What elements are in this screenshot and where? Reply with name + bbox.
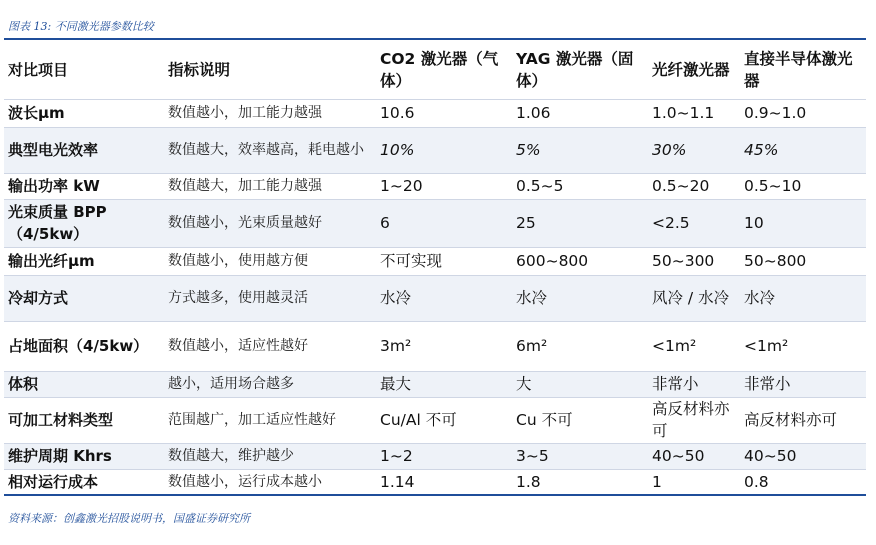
table-cell: 波长μm	[4, 99, 164, 127]
source-note: 资料来源：创鑫激光招股说明书，国盛证券研究所	[8, 512, 250, 525]
table-cell: 40~50	[740, 443, 866, 469]
table-cell: 最大	[376, 371, 512, 397]
table-cell: 3~5	[512, 443, 648, 469]
header-cell: 指标说明	[164, 41, 376, 99]
table-cell: 1~20	[376, 173, 512, 199]
table-row	[4, 397, 866, 443]
top-rule	[4, 38, 866, 40]
table-cell: 风冷 / 水冷	[648, 275, 740, 321]
table-cell: 可加工材料类型	[4, 397, 164, 443]
table-cell: 方式越多，使用越灵活	[164, 275, 376, 321]
table-row	[4, 127, 866, 173]
table-cell: 0.5~20	[648, 173, 740, 199]
table-row	[4, 199, 866, 247]
header-row	[4, 41, 866, 99]
table-cell: 0.5~10	[740, 173, 866, 199]
table-cell: 数值越小，光束质量越好	[164, 199, 376, 247]
table-cell: 水冷	[376, 275, 512, 321]
table-cell: 数值越小，使用越方便	[164, 247, 376, 275]
table-row	[4, 275, 866, 321]
table-cell: 数值越小，适应性越好	[164, 321, 376, 371]
table-cell: 数值越大，加工能力越强	[164, 173, 376, 199]
table-cell: 1.0~1.1	[648, 99, 740, 127]
table-cell: 数值越小，加工能力越强	[164, 99, 376, 127]
header-cell: 对比项目	[4, 41, 164, 99]
table-cell: 1.06	[512, 99, 648, 127]
table-cell: <2.5	[648, 199, 740, 247]
table-row	[4, 321, 866, 371]
header-cell: 直接半导体激光器	[740, 41, 866, 99]
table-cell: 40~50	[648, 443, 740, 469]
table-cell: 0.8	[740, 469, 866, 495]
table-cell: 维护周期 Khrs	[4, 443, 164, 469]
table-cell: <1m²	[740, 321, 866, 371]
table-cell: 50~800	[740, 247, 866, 275]
table-cell: 水冷	[512, 275, 648, 321]
table-row	[4, 371, 866, 397]
table-cell: 相对运行成本	[4, 469, 164, 495]
table-caption: 图表 13: 不同激光器参数比较	[8, 20, 154, 33]
table-cell: 5%	[512, 127, 648, 173]
table-cell: 1.8	[512, 469, 648, 495]
table-cell: 输出功率 kW	[4, 173, 164, 199]
table-cell: 越小，适用场合越多	[164, 371, 376, 397]
table-cell: 600~800	[512, 247, 648, 275]
table-cell: 1	[648, 469, 740, 495]
table-cell: 范围越广，加工适应性越好	[164, 397, 376, 443]
table-cell: 0.5~5	[512, 173, 648, 199]
table-cell: 非常小	[740, 371, 866, 397]
table-cell: 25	[512, 199, 648, 247]
table-cell: 冷却方式	[4, 275, 164, 321]
table-row	[4, 443, 866, 469]
table-cell: 数值越小，运行成本越小	[164, 469, 376, 495]
table-cell: 10.6	[376, 99, 512, 127]
table-cell: 10	[740, 199, 866, 247]
table-cell: 6	[376, 199, 512, 247]
table-cell: 数值越大，效率越高，耗电越小	[164, 127, 376, 173]
table-cell: <1m²	[648, 321, 740, 371]
table-cell: 典型电光效率	[4, 127, 164, 173]
table-cell: 0.9~1.0	[740, 99, 866, 127]
table-body	[4, 99, 866, 495]
table-row	[4, 99, 866, 127]
table-cell: 6m²	[512, 321, 648, 371]
table-cell: 输出光纤μm	[4, 247, 164, 275]
table-cell: 光束质量 BPP（4/5kw）	[4, 199, 164, 247]
table-cell: 不可实现	[376, 247, 512, 275]
table-cell: 30%	[648, 127, 740, 173]
table-cell: 10%	[376, 127, 512, 173]
table-cell: 数值越大，维护越少	[164, 443, 376, 469]
table-cell: 50~300	[648, 247, 740, 275]
table-cell: 1.14	[376, 469, 512, 495]
header-cell: CO2 激光器（气体）	[376, 41, 512, 99]
header-cell: YAG 激光器（固体）	[512, 41, 648, 99]
table-cell: 水冷	[740, 275, 866, 321]
table-row	[4, 247, 866, 275]
table-cell: 1~2	[376, 443, 512, 469]
table-cell: 非常小	[648, 371, 740, 397]
table-cell: 3m²	[376, 321, 512, 371]
laser-comparison-table	[4, 41, 866, 496]
table-cell: Cu/Al 不可	[376, 397, 512, 443]
table-cell: 大	[512, 371, 648, 397]
table-cell: 45%	[740, 127, 866, 173]
table-row	[4, 173, 866, 199]
table-row	[4, 469, 866, 495]
table-cell: 体积	[4, 371, 164, 397]
table-cell: 高反材料亦可	[740, 397, 866, 443]
table-cell: Cu 不可	[512, 397, 648, 443]
table-cell: 高反材料亦可	[648, 397, 740, 443]
header-cell: 光纤激光器	[648, 41, 740, 99]
table-cell: 占地面积（4/5kw）	[4, 321, 164, 371]
